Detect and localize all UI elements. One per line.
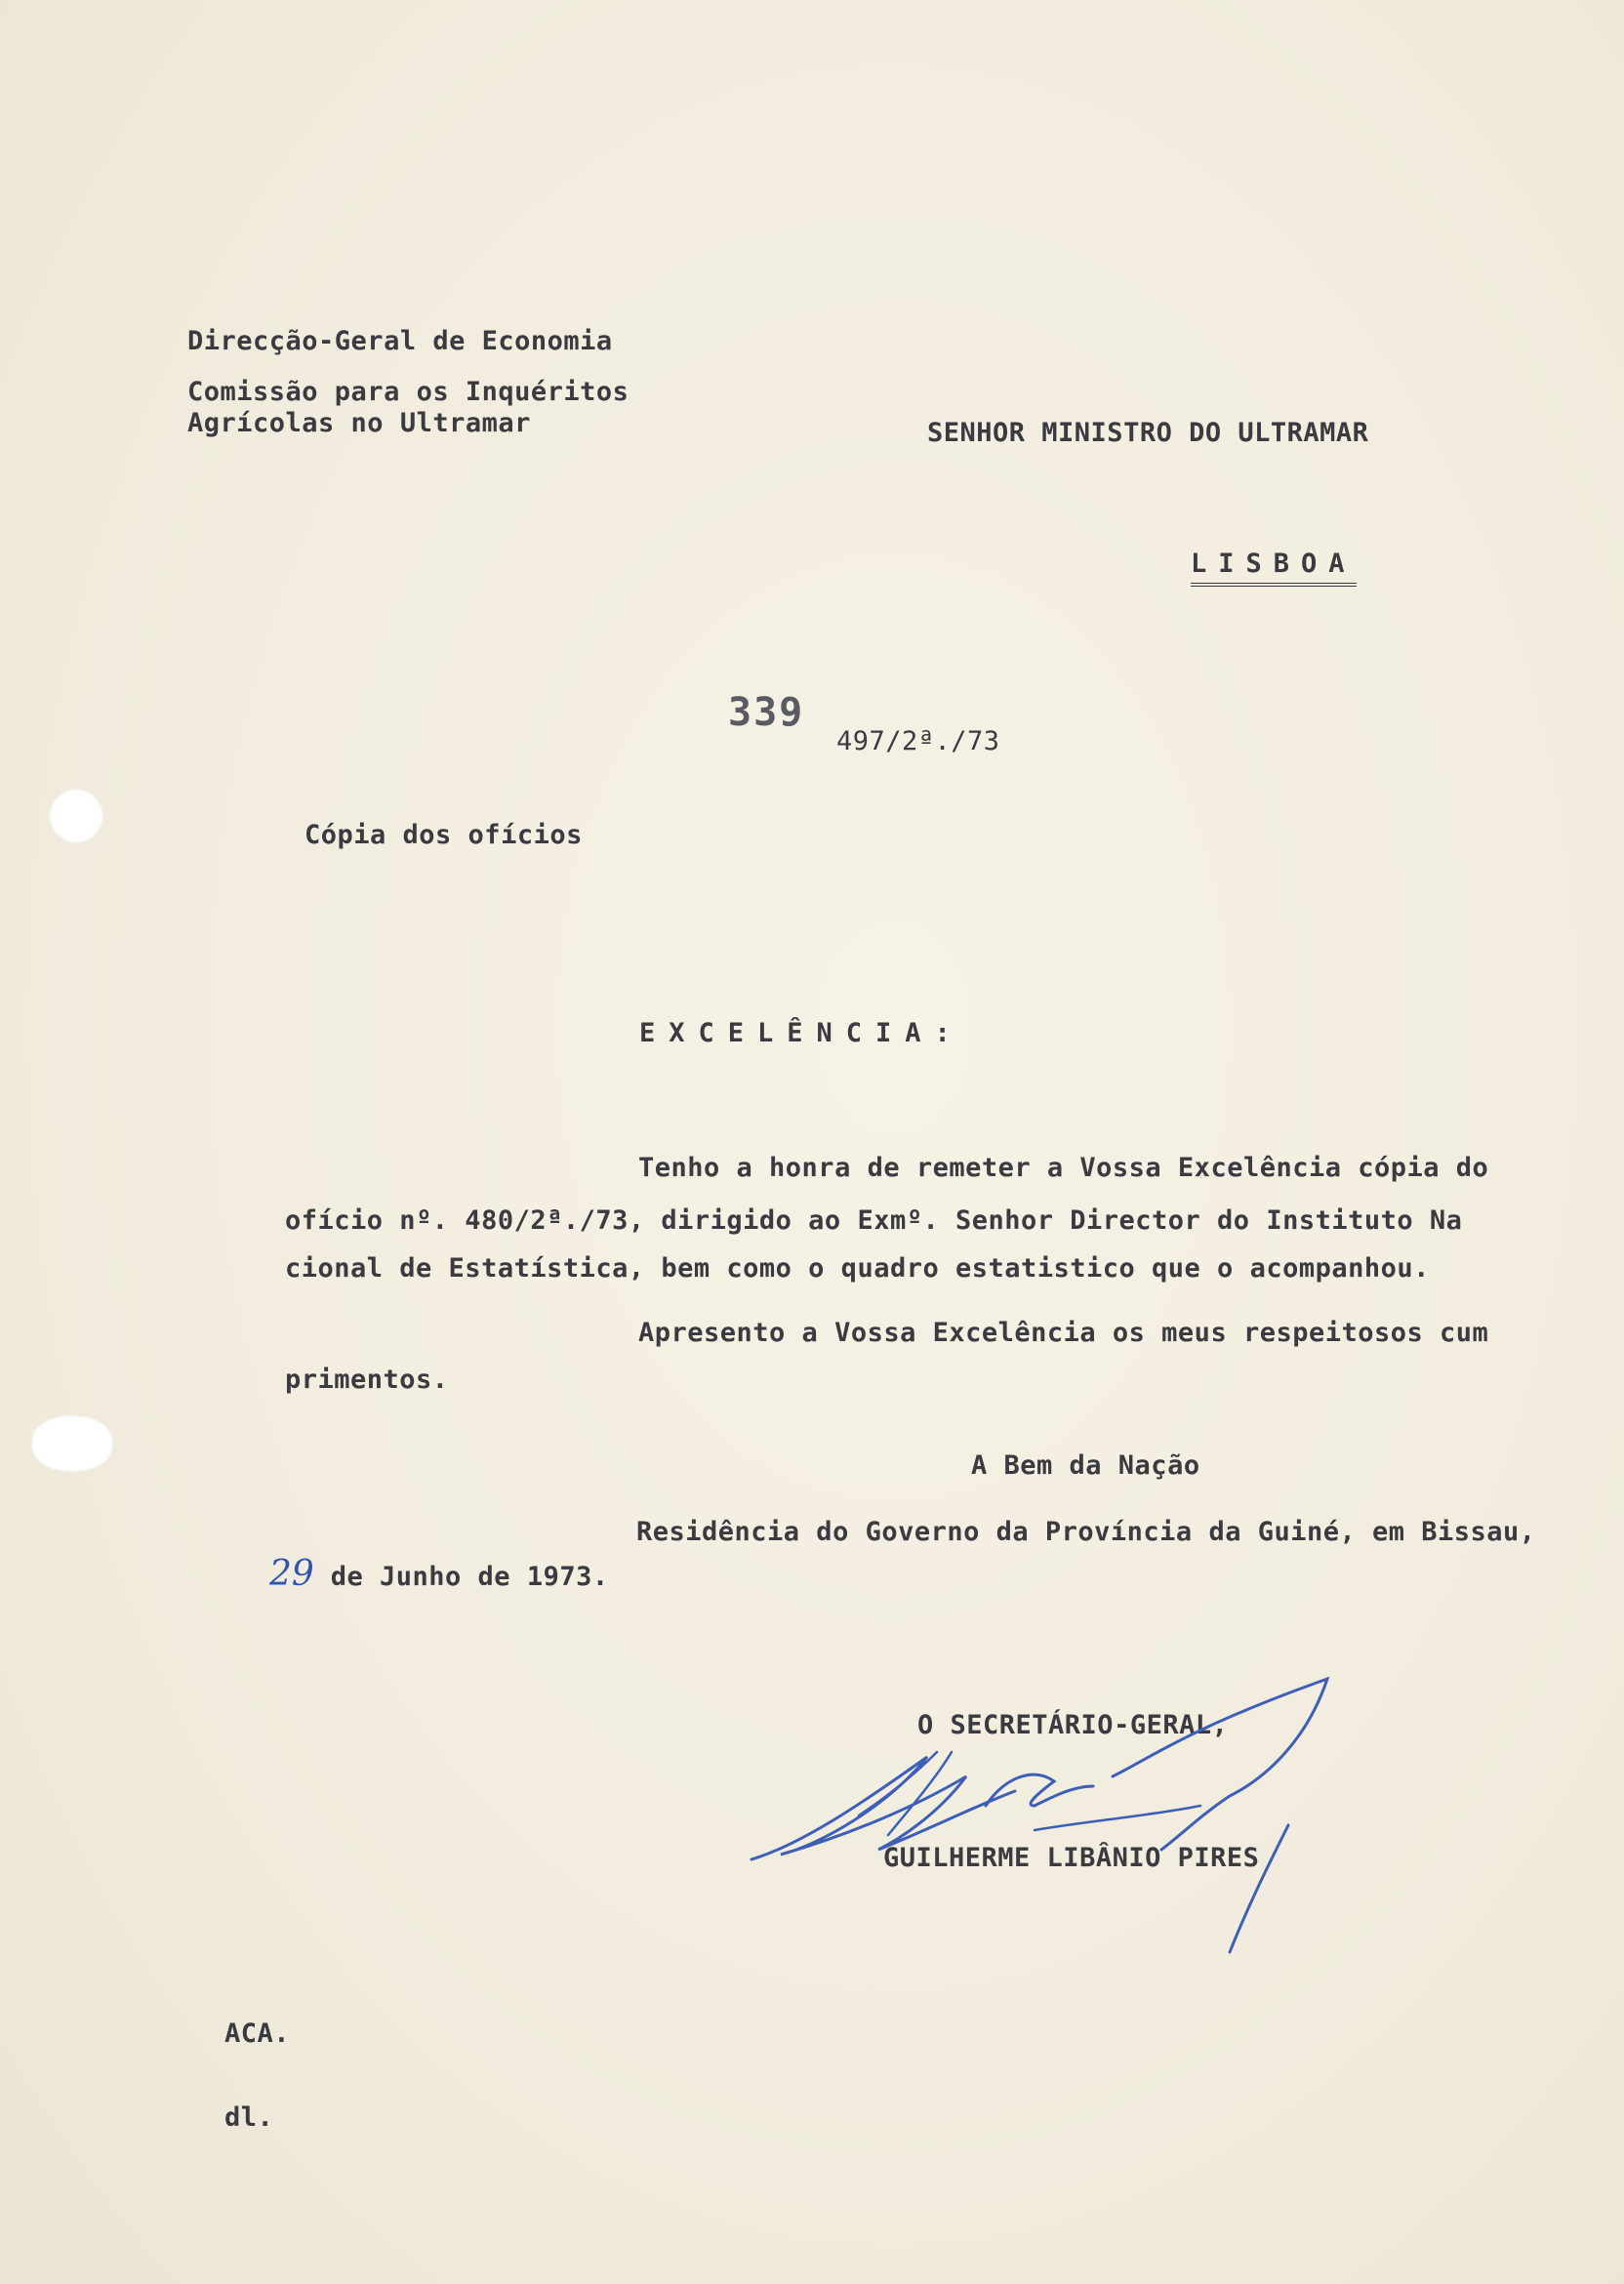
subject-line: Cópia dos ofícios [304, 820, 583, 850]
stamp-number: 339 [728, 690, 805, 735]
recipient-city: LISBOA [1191, 551, 1357, 587]
org-line-2: Comissão para os Inquéritos [187, 377, 629, 407]
org-line-1: Direcção-Geral de Economia [187, 326, 613, 356]
handwritten-day: 29 [269, 1554, 314, 1594]
body-p1-line1: Tenho a honra de remeter a Vossa Excelência cópia do [638, 1153, 1489, 1183]
body-p2-line2: primentos. [285, 1365, 449, 1395]
closing-date: de Junho de 1973. [314, 1562, 609, 1592]
salutation: EXCELÊNCIA: [639, 1018, 964, 1048]
reference-number: 497/2ª./73 [836, 726, 1000, 756]
punch-hole-top [49, 789, 103, 843]
body-p1-line3: cional de Estatística, bem como o quadro estatistico que o acompanhou. [285, 1253, 1430, 1284]
handwritten-signature [742, 1659, 1366, 1972]
body-p2-line1: Apresento a Vossa Excelência os meus respeitosos cum [638, 1318, 1489, 1348]
signature-title: O SECRETÁRIO-GERAL, [917, 1710, 1229, 1740]
closing-place: Residência do Governo da Província da Guiné, em Bissau, [636, 1517, 1536, 1547]
body-p1-line2: ofício nº. 480/2ª./73, dirigido ao Exmº. Senhor Director do Instituto Na [285, 1205, 1463, 1236]
signature-name: GUILHERME LIBÂNIO PIRES [883, 1843, 1260, 1873]
footer-initials-2: dl. [224, 2102, 274, 2133]
closing-motto: A Bem da Nação [971, 1450, 1200, 1481]
recipient-name: SENHOR MINISTRO DO ULTRAMAR [927, 418, 1369, 448]
punch-hole-bottom [31, 1415, 113, 1472]
org-line-3: Agrícolas no Ultramar [187, 408, 531, 438]
footer-initials-1: ACA. [224, 2019, 291, 2049]
